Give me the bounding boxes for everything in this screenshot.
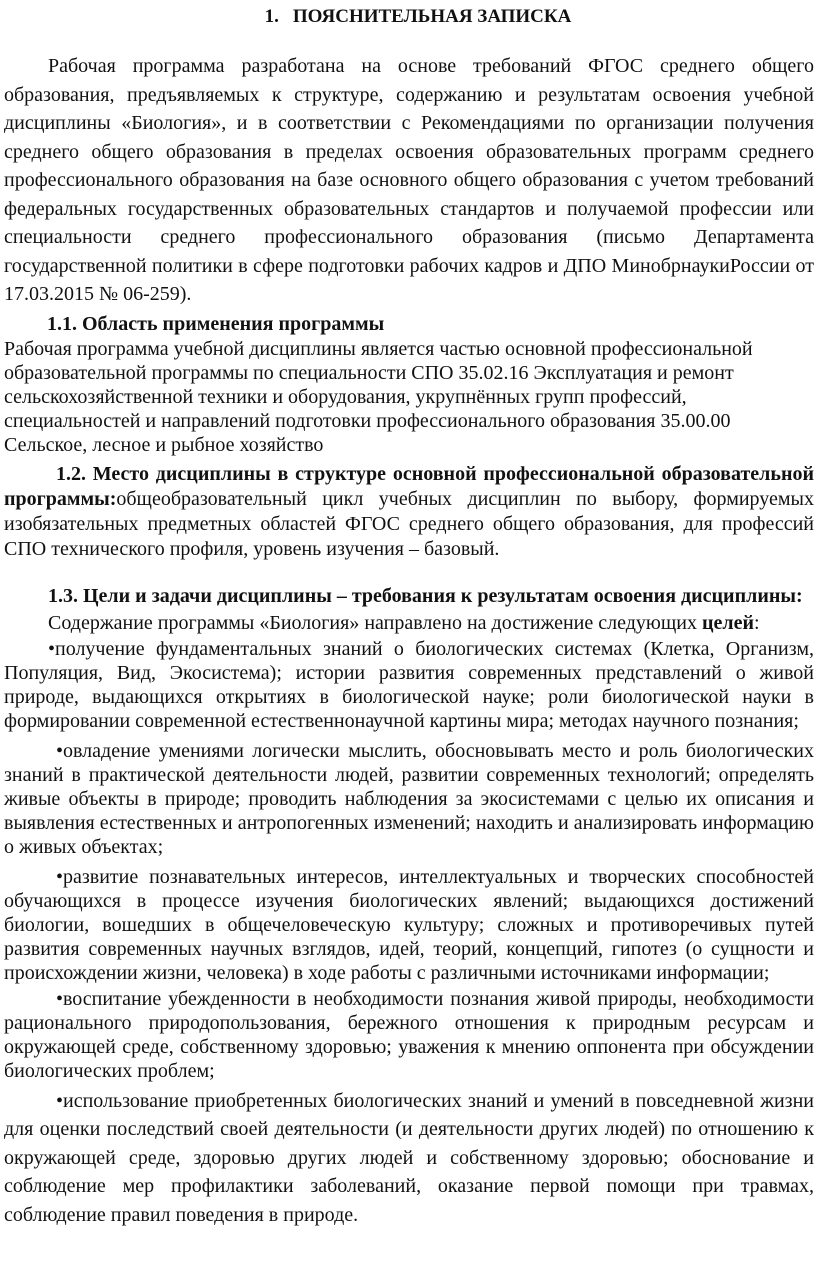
goals-intro-text: Содержание программы «Биология» направлено на достижение следующих [48, 611, 702, 634]
section-number: 1. [264, 6, 279, 27]
section-title-text: ПОЯСНИТЕЛЬНАЯ ЗАПИСКА [292, 6, 572, 27]
goal-bullet-5: •использование приобретенных биологических знаний и умений в повседневной жизни для оценки последствий своей деятельности (и деятельности других людей) по отношению к окружающей среде, здоровью других людей и собственному здоровью; обоснование и соблюдение мер профилактики заболеваний, оказание первой помощи при травмах, соблюдение правил поведения в природе. [4, 1089, 814, 1226]
goal-bullet-2: •овладение умениями логически мыслить, обосновывать место и роль биологических знаний в практической деятельности людей, развитии современных технологий; определять живые объекты в природе; проводить наблюдения за экосистемами с целью их описания и выявления естественных и антропогенных изменений; находить и анализировать информацию о живых объектах; [4, 739, 814, 858]
document-page [0, 4, 816, 1261]
goal-bullet-4: •воспитание убежденности в необходимости познания живой природы, необходимости рационального природопользования, бережного отношения к природным ресурсам и окружающей среде, собственному здоровью; уважения к мнению оппонента при обсуждении биологических проблем; [4, 987, 814, 1082]
subsection-1-1-text: Рабочая программа учебной дисциплины является частью основной профессиональной образовательной программы по специальности СПО 35.02.16 Эксплуатация и ремонт сельскохозяйственной техники и оборудования, укрупнённых групп профессий, специальностей и направлений подготовки профессионального образования 35.00.00 Сельское, лесное и рыбное хозяйство [4, 337, 753, 456]
subsection-1-2-heading: 1.2. Место дисциплины в структуре основной профессиональной образовательной программы: [4, 462, 814, 510]
subsection-1-2-paragraph [4, 462, 814, 562]
subsection-1-3-heading: 1.3. Цели и задачи дисциплины – требования к результатам освоения дисциплины: [48, 584, 803, 607]
section-title [4, 4, 814, 30]
intro-paragraph: Рабочая программа разработана на основе требований ФГОС среднего общего образования, предъявляемых к структуре, содержанию и результатам освоения учебной дисциплины «Биология», и в соответствии с Рекомендациями по организации получения среднего общего образования в пределах освоения образовательных программ среднего профессионального образования на базе основного общего образования с учетом требований федеральных государственных образовательных стандартов и получаемой профессии или специальности среднего профессионального образования (письмо Департамента государственной политики в сфере подготовки рабочих кадров и ДПО МинобрнаукиРоссии от 17.03.2015 № 06-259). [4, 55, 814, 305]
goals-intro-colon: : [754, 611, 760, 634]
goals-intro-bold: целей [701, 611, 754, 634]
goal-bullet-1: •получение фундаментальных знаний о биологических системах (Клетка, Организм, Популяция, Вид, Экосистема); истории развития современных представлений о живой природе, выдающихся открытиях в биологической науке; роли биологической науки в формировании современной естественнонаучной картины мира; методах научного познания; [4, 637, 814, 732]
subsection-1-1-heading: 1.1. Область применения программы [47, 312, 385, 335]
goals-intro [4, 610, 814, 637]
subsection-1-2-text: общеобразовательный цикл учебных дисциплин по выбору, формируемых изобязательных предметных областей ФГОС среднего общего образования, для профессий СПО технического профиля, уровень изучения – базовый. [4, 487, 814, 560]
goal-bullet-3: •развитие познавательных интересов, интеллектуальных и творческих способностей обучающихся в процессе изучения биологических явлений; выдающихся достижений биологии, вошедших в общечеловеческую культуру; сложных и противоречивых путей развития современных научных взглядов, идей, теорий, концепций, гипотез (о сущности и происхождении жизни, человека) в ходе работы с различными источниками информации; [4, 865, 814, 984]
